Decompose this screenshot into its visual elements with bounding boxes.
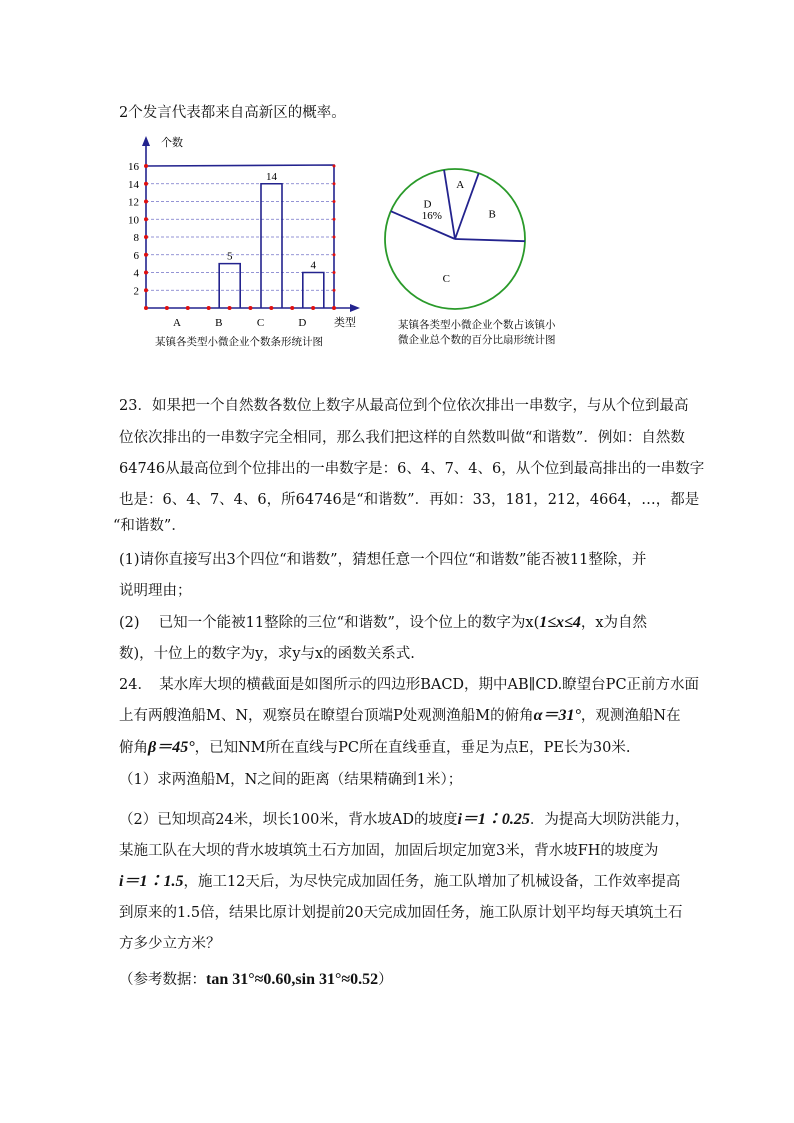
- pie-chart-title-line-1: 某镇各类型小微企业个数占该镇小: [398, 320, 556, 331]
- x-axis-label: 类型: [334, 317, 356, 329]
- q24-line-3: [119, 739, 630, 757]
- bar-chart-title: 某镇各类型小微企业个数条形统计图: [155, 337, 323, 348]
- text: （2）已知坝高24米，坝长100米，背水坡AD的坡度: [119, 812, 458, 828]
- q23-part1-line-2: 说明理由；: [119, 583, 192, 599]
- axis-dot: [144, 253, 148, 257]
- text: (2) 已知一个能被11整除的三位“和谐数”，设个位上的数字为x(: [119, 615, 540, 631]
- pie-label-A: A: [456, 179, 465, 192]
- text: ）: [378, 972, 393, 988]
- pie-label-D: D: [423, 198, 432, 211]
- text: ，x为自然: [580, 615, 648, 631]
- x-tick-label: B: [215, 317, 223, 329]
- y-axis-label: 个数: [161, 137, 183, 149]
- axis-dot: [144, 200, 148, 204]
- axis-dot: [333, 182, 336, 185]
- q24-part2-line-3: [119, 873, 680, 891]
- y-tick-label: 10: [128, 214, 139, 227]
- y-tick-label: 8: [133, 232, 139, 244]
- bar-chart: [0, 0, 794, 360]
- axis-dot: [165, 306, 169, 310]
- q24-part2-line-5: 方多少立方米？: [119, 936, 221, 952]
- q23-line-5: “和谐数”．: [113, 518, 186, 534]
- text: ，观测渔船N在: [580, 708, 681, 724]
- y-axis-arrow-icon: [142, 136, 150, 146]
- pie-slice-boundary: [455, 239, 525, 241]
- axis-dot: [207, 306, 211, 310]
- text: ，已知NM所在直线与PC所在直线垂直，垂足为点E，PE长为30米.: [194, 740, 631, 756]
- data-label: 14: [266, 170, 277, 183]
- axis-dot: [186, 306, 190, 310]
- q23-line-4: 也是：6、4、7、4、6，所64746是“和谐数”．再如：33，181，212，4664，…，都是: [119, 492, 700, 508]
- axis-dot: [144, 217, 148, 221]
- y-tick-label: 16: [128, 161, 139, 173]
- data-label: 4: [310, 259, 317, 272]
- q23-part1-line-1: (1)请你直接写出3个四位“和谐数”，猜想任意一个四位“和谐数”能否被11整除，并: [119, 552, 647, 568]
- q23-line-3: 64746从最高位到个位排出的一串数字是：6、4、7、4、6，从个位到最高排出的一串数字: [119, 461, 705, 477]
- bar-C: [261, 184, 282, 308]
- text: ，施工12天后，为尽快完成加固任务，施工队增加了机械设备，工作效率提高: [183, 874, 681, 890]
- q24-part2-line-1: [119, 811, 689, 829]
- axis-dot: [144, 288, 148, 292]
- y-tick-label: 6: [133, 249, 139, 262]
- q23-line-1: 23．如果把一个自然数各数位上数字从最高位到个位依次排出一串数字，与从个位到最高: [119, 398, 689, 414]
- data-label: 5: [226, 250, 233, 263]
- q24-line-1: 24． 某水库大坝的横截面是如图所示的四边形BACD，期中AB∥CD.瞭望台PC正前方水面: [119, 677, 700, 693]
- pie-data-label: 16%: [421, 209, 442, 222]
- q23-line-2: 位依次排出的一串数字完全相同，那么我们把这样的自然数叫做“和谐数”．例如：自然数: [119, 430, 685, 446]
- x-tick-label: A: [173, 317, 181, 329]
- axis-dot: [144, 271, 148, 275]
- axis-dot: [333, 253, 336, 256]
- axis-dot: [269, 306, 273, 310]
- math-inequality: 1≤x≤4: [539, 614, 581, 631]
- reference-data: [119, 971, 393, 989]
- axis-dot: [333, 271, 336, 274]
- axis-dot: [333, 236, 336, 239]
- math-beta: β＝45°: [148, 739, 195, 756]
- text: ．为提高大坝防洪能力，: [529, 812, 690, 828]
- y-tick-label: 4: [133, 267, 139, 280]
- axis-dot: [228, 306, 232, 310]
- intro-line: 2个发言代表都来自高新区的概率。: [119, 105, 346, 121]
- y-tick-label: 12: [128, 196, 139, 209]
- pie-label-B: B: [488, 208, 496, 221]
- axis-dot: [333, 165, 336, 168]
- math-reference: tan 31°≈0.60,sin 31°≈0.52: [206, 971, 379, 988]
- x-axis-arrow-icon: [350, 304, 360, 312]
- math-slope: i＝1∶0.25: [457, 811, 530, 828]
- x-tick-label: D: [298, 317, 307, 329]
- axis-dot: [332, 306, 336, 310]
- axis-dot: [311, 306, 315, 310]
- pie-chart-title-line-2: 微企业总个数的百分比扇形统计图: [398, 335, 556, 346]
- text: 上有两艘渔船M、N，观察员在瞭望台顶端P处观测渔船M的俯角: [119, 708, 534, 724]
- math-alpha: α＝31°: [533, 707, 581, 724]
- text: （参考数据：: [119, 972, 206, 988]
- x-tick-label: C: [256, 317, 265, 329]
- axis-dot: [248, 306, 252, 310]
- axis-dot: [144, 235, 148, 239]
- axis-dot: [333, 218, 336, 221]
- pie-slice-boundary: [444, 170, 455, 239]
- axis-dot: [144, 164, 148, 168]
- q24-line-2: [119, 707, 681, 725]
- pie-label-C: C: [442, 273, 450, 286]
- q23-part2-line-2: 数)，十位上的数字为y，求y与x的函数关系式.: [119, 646, 415, 662]
- q24-part2-line-4: 到原来的1.5倍，结果比原计划提前20天完成加固任务，施工队原计划平均每天填筑土石: [119, 905, 683, 921]
- axis-dot: [290, 306, 294, 310]
- y-tick-label: 2: [133, 285, 139, 298]
- q24-part1: （1）求两渔船M，N之间的距离（结果精确到1米）；: [119, 772, 463, 788]
- q23-part2-line-1: [119, 614, 647, 632]
- axis-dot: [333, 200, 336, 203]
- text: 俯角: [119, 740, 148, 756]
- axis-dot: [144, 182, 148, 186]
- bar-B: [219, 264, 240, 308]
- math-slope: i＝1∶1.5: [119, 873, 184, 890]
- q24-part2-line-2: 某施工队在大坝的背水坡填筑土石方加固，加固后坝定加宽3米，背水坡FH的坡度为: [119, 843, 659, 859]
- axis-dot: [333, 289, 336, 292]
- axis-dot: [144, 306, 148, 310]
- y-tick-label: 14: [128, 178, 139, 191]
